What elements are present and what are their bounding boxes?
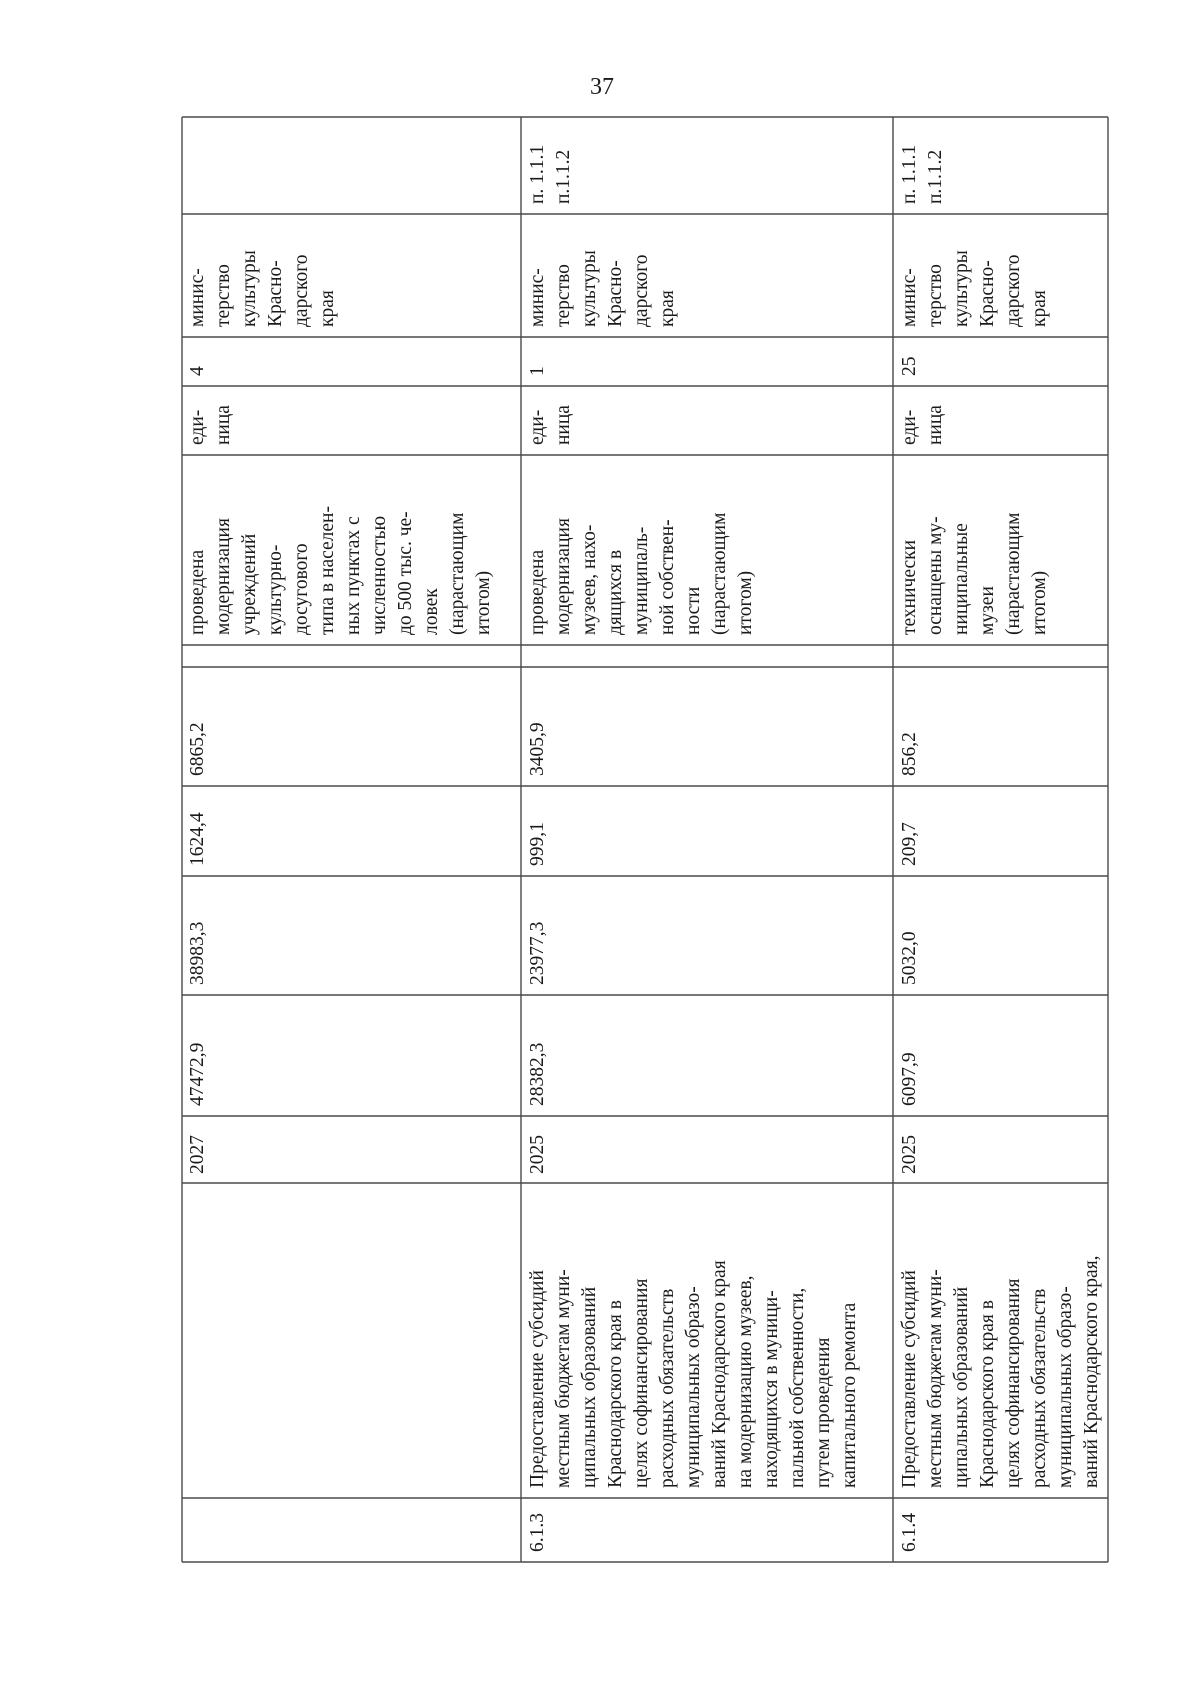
row1-regional: 38983,3 xyxy=(187,921,208,985)
row2-federal: 999,1 xyxy=(527,822,548,866)
row3-federal: 209,7 xyxy=(899,822,920,866)
row3-executor: минис- терство культуры Красно- дарского края xyxy=(899,250,1050,327)
row1-unit: еди- ница xyxy=(187,405,234,445)
row1-quantity: 4 xyxy=(187,366,208,376)
row2-executor: минис- терство культуры Красно- дарского края xyxy=(527,250,678,327)
row2-unit: еди- ница xyxy=(527,405,574,445)
row3-measure-name: Предоставление субсидий местным бюджетам муни- ципальных образований Краснодарского края в целях софинансирования расходных обязательств муниципальных образо- ваний Краснодарского края, xyxy=(899,1255,1102,1488)
row3-reference: п. 1.1.1 п.1.1.2 xyxy=(899,144,946,204)
row1-local: 6865,2 xyxy=(187,722,208,776)
row2-quantity: 1 xyxy=(527,366,548,376)
row3-unit: еди- ница xyxy=(899,405,946,445)
row2-total: 28382,3 xyxy=(527,1042,548,1106)
row1-executor: минис- терство культуры Красно- дарского края xyxy=(187,250,338,327)
row2-reference: п. 1.1.1 п.1.1.2 xyxy=(527,144,574,204)
row3-regional: 5032,0 xyxy=(899,931,920,985)
row1-federal: 1624,4 xyxy=(187,812,208,866)
row3-quantity: 25 xyxy=(899,356,920,376)
row2-number: 6.1.3 xyxy=(527,1513,548,1552)
row3-indicator: технически оснащены му- ниципальные музеи (нарастающим итогом) xyxy=(899,512,1050,635)
row3-local: 856,2 xyxy=(899,732,920,776)
page-number: 37 xyxy=(590,74,614,100)
row1-indicator: проведена модернизация учреждений культурно- досугового типа в населен- ных пунктах с численностью до 500 тыс. че- ловек (нарастающим итогом) xyxy=(187,506,494,635)
row3-total: 6097,9 xyxy=(899,1052,920,1106)
row3-year: 2025 xyxy=(899,1135,920,1174)
row1-year: 2027 xyxy=(187,1135,208,1174)
row2-indicator: проведена модернизация музеев, нахо- дящихся в муниципаль- ной собствен- ности (нарастающим итогом) xyxy=(527,512,756,635)
row2-local: 3405,9 xyxy=(527,722,548,776)
row2-year: 2025 xyxy=(527,1135,548,1174)
row2-regional: 23977,3 xyxy=(527,921,548,985)
row3-number: 6.1.4 xyxy=(899,1513,920,1552)
row1-total: 47472,9 xyxy=(187,1042,208,1106)
row2-measure-name: Предоставление субсидий местным бюджетам муни- ципальных образований Краснодарского края в целях софинансирования расходных обязательств муниципальных образо- ваний Краснодарского края на модернизацию музеев, находящихся в муници- пальной собственности, путем проведения капитального ремонта xyxy=(527,1260,860,1488)
